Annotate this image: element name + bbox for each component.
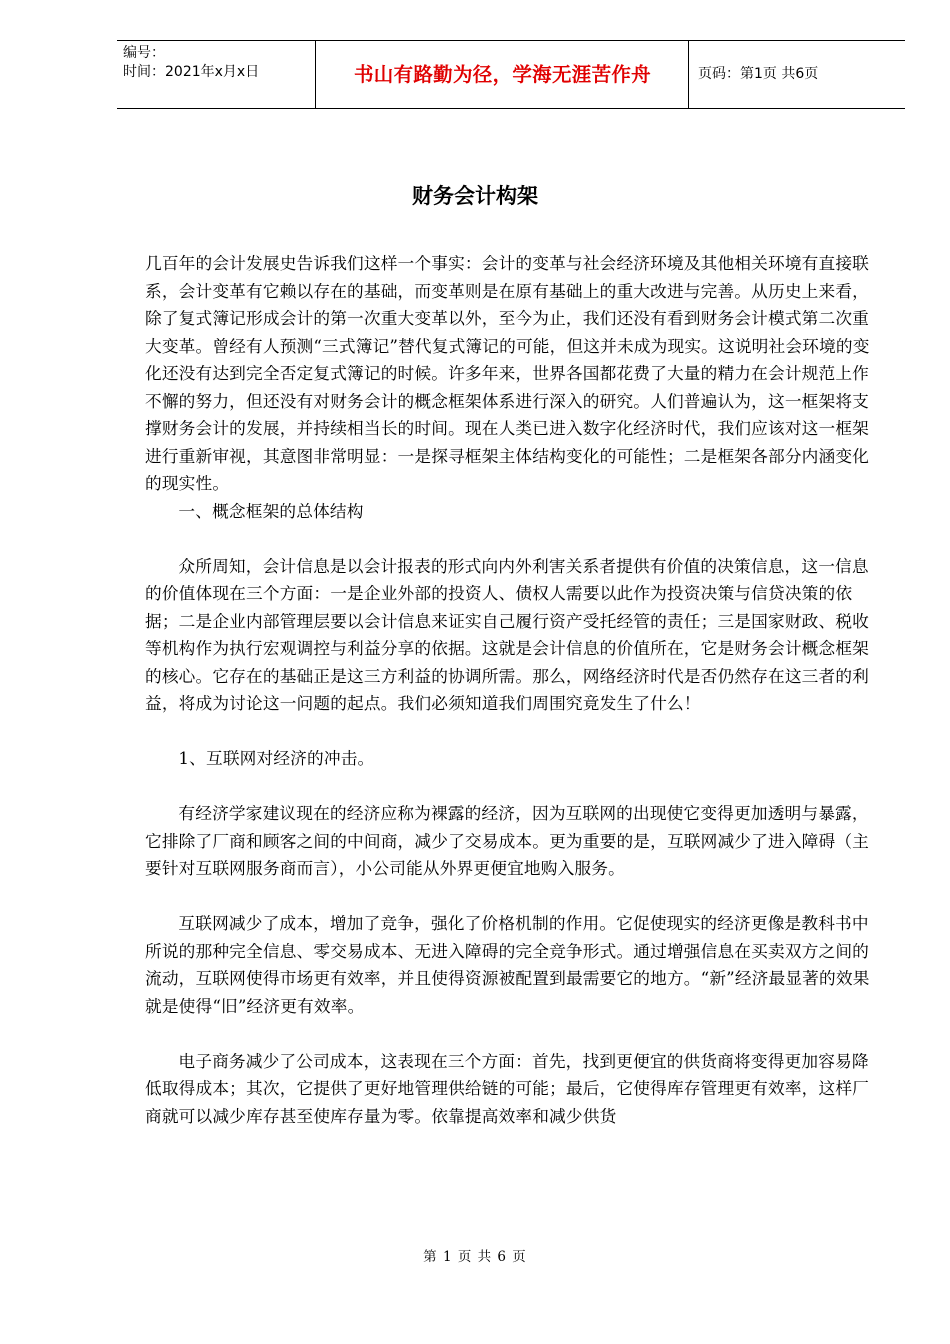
document-body xyxy=(145,250,885,1130)
page-number-label: 页码：第1页 共6页 xyxy=(698,66,819,82)
header-motto-cell xyxy=(317,41,689,108)
section-heading: 一、概念框架的总体结构 xyxy=(178,500,364,521)
header-page-cell xyxy=(690,41,905,108)
motto-text: 书山有路勤为径，学海无涯苦作舟 xyxy=(353,63,651,86)
header-table xyxy=(117,40,905,109)
page-footer: 第 1 页 共 6 页 xyxy=(423,1249,527,1265)
time-label: 时间：2021年x月x日 xyxy=(123,64,260,80)
document-title: 财务会计构架 xyxy=(412,184,538,208)
header-meta-cell xyxy=(117,41,316,108)
body-paragraph: 有经济学家建议现在的经济应称为裸露的经济，因为互联网的出现使它变得更加透明与暴露，它排除了厂商和顾客之间的中间商，减少了交易成本。更为重要的是，互联网减少了进入障碍（主要针对互联网服务商而言），小公司能从外界更便宜地购入服务。 xyxy=(145,803,870,878)
body-paragraph: 电子商务减少了公司成本，这表现在三个方面：首先，找到更便宜的供货商将变得更加容易降低取得成本；其次，它提供了更好地管理供给链的可能；最后，它使得库存管理更有效率，这样厂商就可以减少库存甚至使库存量为零。依靠提高效率和减少供货 xyxy=(145,1050,870,1126)
body-paragraph: 互联网减少了成本，增加了竞争，强化了价格机制的作用。它促使现实的经济更像是教科书中所说的那种完全信息、零交易成本、无进入障碍的完全竞争形式。通过增强信息在买卖双方之间的流动，互联网使得市场更有效率，并且使得资源被配置到最需要它的地方。“新”经济最显著的效果就是使得“旧”经济更有效率。 xyxy=(145,913,870,1016)
subsection-heading: 1、互联网对经济的冲击。 xyxy=(178,748,375,768)
number-label: 编号： xyxy=(123,45,165,61)
body-paragraph: 众所周知，会计信息是以会计报表的形式向内外利害关系者提供有价值的决策信息，这一信息的价值体现在三个方面：一是企业外部的投资人、债权人需要以此作为投资决策与信贷决策的依据；二是企业内部管理层要以会计信息来证实自己履行资产受托经管的责任；三是国家财政、税收等机构作为执行宏观调控与利益分享的依据。这就是会计信息的价值所在，它是财务会计概念框架的核心。它存在的基础正是这三方利益的协调所需。那么，网络经济时代是否仍然存在这三者的利益，将成为讨论这一问题的起点。我们必须知道我们周围究竟发生了什么！ xyxy=(145,555,870,713)
body-paragraph: 几百年的会计发展史告诉我们这样一个事实：会计的变革与社会经济环境及其他相关环境有直接联系，会计变革有它赖以存在的基础，而变革则是在原有基础上的重大改进与完善。从历史上来看，除了复式簿记形成会计的第一次重大变革以外，至今为止，我们还没有看到财务会计模式第二次重大变革。曾经有人预测“三式簿记”替代复式簿记的可能，但这并未成为现实。这说明社会环境的变化还没有达到完全否定复式簿记的时候。许多年来，世界各国都花费了大量的精力在会计规范上作不懈的努力，但还没有对财务会计的概念框架体系进行深入的研究。人们普遍认为，这一框架将支撑财务会计的发展，并持续相当长的时间。现在人类已进入数字化经济时代，我们应该对这一框架进行重新审视，其意图非常明显：一是探寻框架主体结构变化的可能性；二是框架各部分内涵变化的现实性。 xyxy=(145,253,870,493)
